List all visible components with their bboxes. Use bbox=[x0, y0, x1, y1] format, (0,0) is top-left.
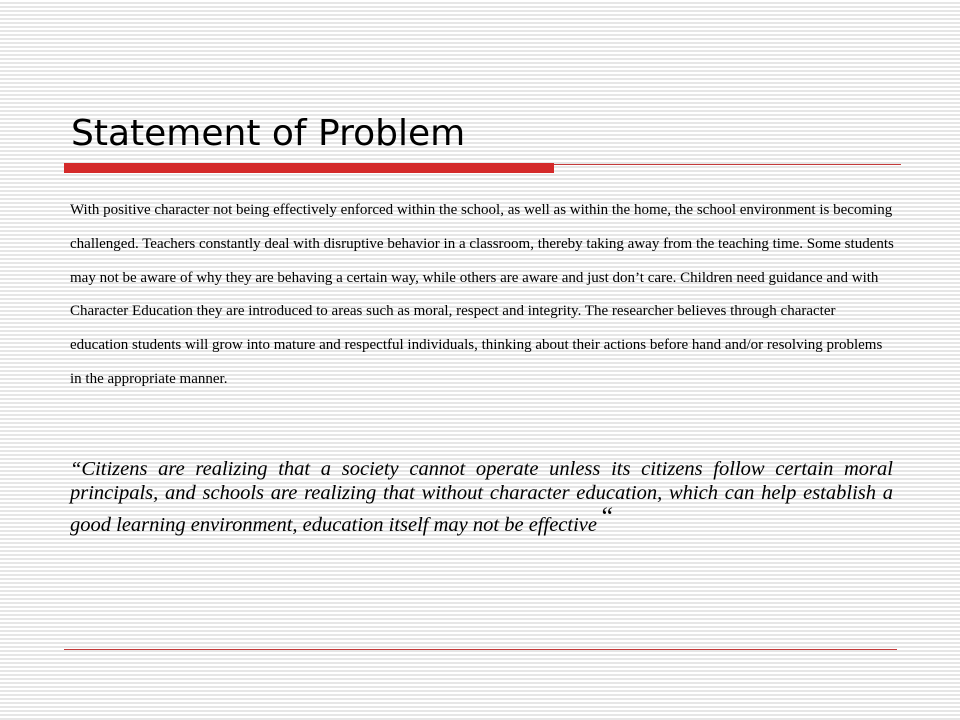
citation-quote bbox=[70, 457, 893, 537]
quote-text: “Citizens are realizing that a society cannot operate unless its citizens follow certain moral principals, and schools are realizing that without character education, which can help establish a good learning environment, education itself may not be effective bbox=[70, 458, 893, 536]
footer-divider bbox=[64, 649, 897, 650]
title-underline-thick bbox=[64, 163, 554, 173]
slide-title: Statement of Problem bbox=[71, 113, 466, 154]
problem-statement-text: With positive character not being effectively enforced within the school, as well as within the home, the school environment is becoming challenged. Teachers constantly deal with disruptive behavior in a classroom, thereby taking away from the teaching time. Some students may not be aware of why they are behaving a certain way, while others are aware and just don’t care. Children need guidance and with Character Education they are introduced to areas such as moral, respect and integrity. The researcher believes through character education students will grow into mature and respectful individuals, thinking about their actions before hand and/or resolving problems in the appropriate manner. bbox=[70, 202, 894, 387]
quote-close-mark: “ bbox=[598, 502, 614, 531]
title-underline-thin bbox=[554, 164, 901, 165]
